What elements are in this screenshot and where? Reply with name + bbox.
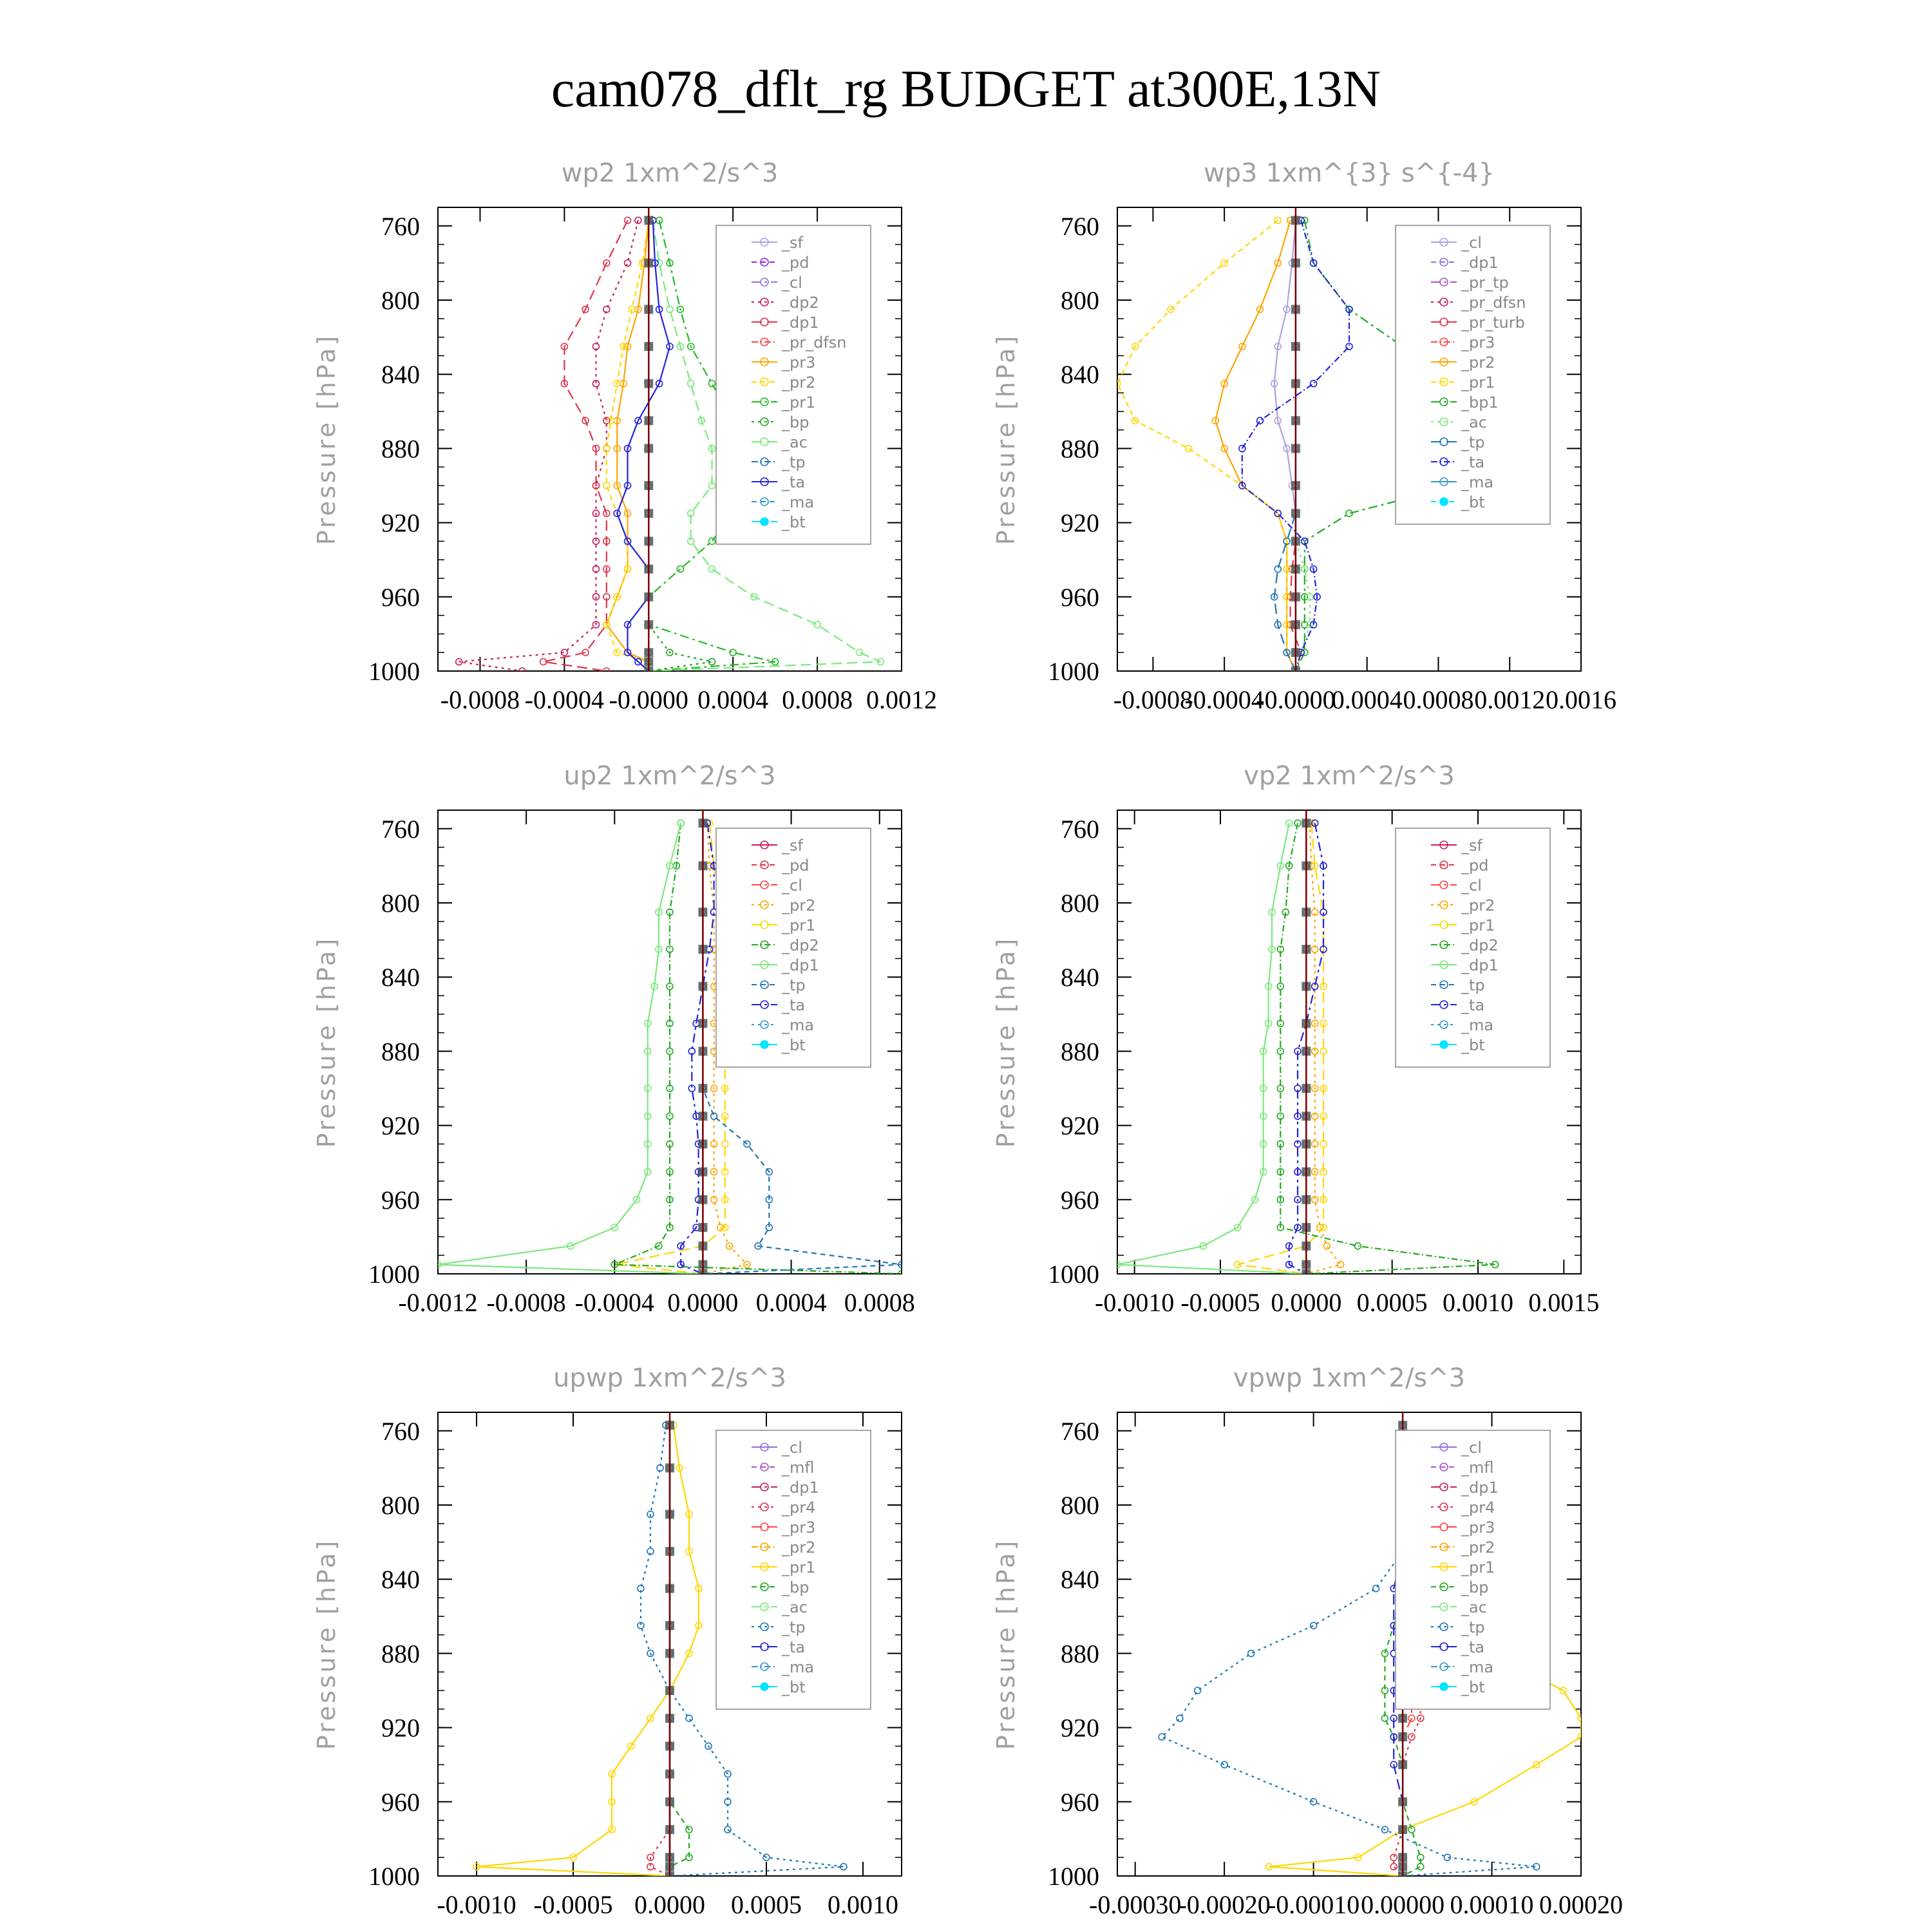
x-tick-label: -0.0004 <box>524 685 605 714</box>
x-tick-label: 0.0000 <box>1271 1288 1342 1317</box>
y-tick-label: 1000 <box>1048 657 1099 686</box>
series-line-ta <box>681 823 714 1274</box>
series-point <box>1186 445 1192 451</box>
legend-label: _bt <box>782 1036 806 1054</box>
x-tick-label: 0.00010 <box>1450 1890 1534 1919</box>
legend-label: _pd <box>782 857 810 875</box>
legend-label: _ta <box>782 1638 806 1656</box>
legend-label: _ma <box>1461 1016 1494 1034</box>
y-tick-label: 840 <box>381 963 420 992</box>
y-tick-label: 960 <box>381 1787 420 1817</box>
legend-label: _tp <box>1461 1618 1485 1636</box>
x-tick-label: -0.0010 <box>1095 1288 1175 1317</box>
series-point <box>688 381 694 387</box>
y-tick-label: 960 <box>1061 1185 1099 1215</box>
x-tick-label: -0.0010 <box>437 1890 516 1919</box>
chart-panel-4 <box>992 761 1599 1317</box>
series-point <box>667 1113 673 1119</box>
series-line-pr2 <box>1215 220 1296 671</box>
legend-marker <box>1440 1683 1448 1690</box>
legend-label: _dp1 <box>782 1479 819 1497</box>
series-point <box>1159 1734 1165 1740</box>
y-tick-label: 960 <box>1061 582 1099 612</box>
y-tick-label: 920 <box>1061 508 1099 538</box>
legend-label: _pr3 <box>782 354 816 372</box>
legend-label: _dp1 <box>1461 956 1499 974</box>
x-tick-label: 0.0000 <box>634 1890 705 1919</box>
x-tick-label: -0.00010 <box>1267 1890 1360 1919</box>
legend-label: _dp2 <box>1461 936 1499 954</box>
legend-label: _sf <box>782 837 803 855</box>
legend-label: _pr2 <box>1461 896 1495 914</box>
series-point <box>1373 1586 1379 1592</box>
legend-label: _cl <box>782 876 802 895</box>
chart-panel-3 <box>312 761 915 1317</box>
legend-label: _ma <box>782 1016 815 1034</box>
series-point <box>1277 1085 1283 1092</box>
series-point <box>814 621 820 628</box>
y-tick-label: 880 <box>381 1639 420 1669</box>
series-point <box>708 381 715 387</box>
chart-panel-5 <box>312 1363 902 1919</box>
x-tick-label: -0.0012 <box>398 1288 478 1317</box>
legend-label: _bp <box>782 1578 810 1596</box>
x-tick-label: 0.0008 <box>782 685 853 714</box>
legend-label: _pr1 <box>1461 1558 1495 1577</box>
series-point <box>708 566 715 573</box>
legend-label: _dp1 <box>1461 254 1499 272</box>
legend-label: _cl <box>1461 876 1482 895</box>
series-point <box>1274 217 1281 223</box>
y-tick-label: 800 <box>381 889 420 918</box>
y-tick-label: 840 <box>1061 360 1099 390</box>
x-tick-label: 0.00020 <box>1539 1890 1623 1919</box>
legend-label: _cl <box>782 274 802 292</box>
legend-label: _sf <box>782 234 803 252</box>
chart-panel-1 <box>312 158 937 714</box>
x-tick-label: 0.0008 <box>844 1288 915 1317</box>
legend-label: _bt <box>782 1678 806 1696</box>
series-point <box>1390 1864 1397 1870</box>
legend-label: _ta <box>1461 1638 1485 1656</box>
legend-label: _dp1 <box>782 314 819 332</box>
x-tick-label: 0.0015 <box>1528 1288 1600 1317</box>
y-tick-label: 880 <box>381 434 420 464</box>
legend-label: _ma <box>1461 1658 1494 1676</box>
y-tick-label: 800 <box>381 1491 420 1520</box>
legend-label: _pr1 <box>1461 374 1495 392</box>
legend-label: _ta <box>1461 453 1485 471</box>
legend-label: _pd <box>1461 857 1489 875</box>
y-tick-label: 880 <box>1061 1639 1099 1669</box>
y-tick-label: 840 <box>381 1565 420 1595</box>
y-tick-label: 800 <box>1061 286 1099 315</box>
series-line-bp <box>649 220 712 671</box>
legend-label: _cl <box>1461 1439 1482 1457</box>
legend-label: _dp1 <box>1461 1479 1499 1497</box>
x-tick-label: -0.0005 <box>1180 1288 1260 1317</box>
legend-marker <box>761 518 768 526</box>
legend-label: _pr2 <box>782 374 816 392</box>
legend-label: _pr3 <box>1461 1519 1495 1537</box>
y-tick-label: 760 <box>1061 1416 1099 1446</box>
series-point <box>1338 1262 1344 1268</box>
y-tick-label: 840 <box>1061 1565 1099 1595</box>
y-tick-label: 960 <box>1061 1787 1099 1817</box>
legend-label: _pr1 <box>782 916 816 934</box>
x-tick-label: 0.0004 <box>1331 685 1403 714</box>
legend-label: _bt <box>1461 1036 1485 1054</box>
y-tick-label: 880 <box>1061 1037 1099 1066</box>
x-tick-label: 0.0010 <box>1443 1288 1513 1317</box>
legend-label: _ma <box>782 493 815 511</box>
legend-label: _pr_tp <box>1461 274 1509 292</box>
y-tick-label: 760 <box>1061 814 1099 844</box>
x-tick-label: -0.0008 <box>440 685 520 714</box>
y-tick-label: 920 <box>1061 1111 1099 1141</box>
series-point <box>686 1715 692 1721</box>
legend-label: _ta <box>782 996 806 1014</box>
legend-label: _pr_turb <box>1461 314 1525 332</box>
x-tick-label: 0.0000 <box>667 1288 739 1317</box>
series-point <box>724 1826 731 1833</box>
legend-label: _pr2 <box>1461 1539 1495 1557</box>
panel-title: vp2 1xm^2/s^3 <box>1244 761 1455 791</box>
panel-title: wp2 1xm^2/s^3 <box>561 158 779 188</box>
legend-label: _cl <box>1461 234 1482 252</box>
legend-label: _tp <box>782 976 806 994</box>
y-tick-label: 880 <box>1061 434 1099 464</box>
x-tick-label: -0.0004 <box>1184 685 1264 714</box>
series-point <box>1323 1243 1330 1249</box>
series-point <box>1277 1048 1283 1054</box>
y-tick-label: 1000 <box>368 657 420 686</box>
legend-label: _tp <box>782 1618 806 1636</box>
x-tick-label: 0.0016 <box>1546 685 1616 714</box>
x-tick-label: 0.0005 <box>1356 1288 1428 1317</box>
legend-label: _bt <box>1461 493 1485 511</box>
legend-label: _ac <box>782 433 808 451</box>
y-axis-label: Pressure [hPa] <box>312 1538 341 1750</box>
legend-label: _bt <box>782 513 806 531</box>
y-tick-label: 920 <box>381 1713 420 1743</box>
series-point <box>1221 1761 1227 1768</box>
legend-label: _ac <box>1461 1598 1487 1616</box>
legend-marker <box>761 1041 768 1048</box>
series-point <box>1177 1715 1183 1721</box>
y-tick-label: 800 <box>381 286 420 315</box>
series-point <box>1257 417 1264 424</box>
series-point <box>1221 260 1227 266</box>
legend-label: _cl <box>782 1439 802 1457</box>
y-tick-label: 1000 <box>368 1260 420 1289</box>
legend-label: _ta <box>782 473 806 491</box>
y-tick-label: 920 <box>1061 1713 1099 1743</box>
y-axis-label: Pressure [hPa] <box>992 1538 1020 1750</box>
panel-title: wp3 1xm^{3} s^{-4} <box>1203 158 1495 188</box>
panel-title: up2 1xm^2/s^3 <box>564 761 776 791</box>
series-point <box>708 538 715 544</box>
legend-label: _pr1 <box>1461 916 1495 934</box>
y-axis-label: Pressure [hPa] <box>312 936 341 1148</box>
y-tick-label: 1000 <box>1048 1260 1099 1289</box>
legend-label: _pr1 <box>782 393 816 412</box>
series-point <box>1311 1622 1317 1629</box>
x-tick-label: -0.0005 <box>533 1890 613 1919</box>
y-tick-label: 1000 <box>368 1862 420 1891</box>
legend-label: _pr2 <box>1461 354 1495 372</box>
series-line-dp2 <box>459 220 638 671</box>
legend-label: _dp2 <box>782 936 819 954</box>
x-tick-label: -0.00020 <box>1178 1890 1271 1919</box>
y-tick-label: 840 <box>1061 963 1099 992</box>
legend-label: _bp <box>782 413 810 431</box>
y-tick-label: 920 <box>381 1111 420 1141</box>
x-tick-label: 0.0004 <box>755 1288 827 1317</box>
series-point <box>857 649 863 656</box>
y-tick-label: 760 <box>381 1416 420 1446</box>
y-axis-label: Pressure [hPa] <box>992 333 1020 545</box>
y-axis-label: Pressure [hPa] <box>992 936 1020 1148</box>
series-point <box>677 566 683 573</box>
legend-marker <box>1440 1041 1448 1048</box>
x-tick-label: 0.00000 <box>1361 1890 1445 1919</box>
legend-label: _pr4 <box>1461 1499 1495 1517</box>
y-tick-label: 800 <box>1061 889 1099 918</box>
y-tick-label: 880 <box>381 1037 420 1066</box>
series-point <box>1195 1687 1201 1694</box>
figure-title: cam078_dflt_rg BUDGET at300E,13N <box>551 59 1381 118</box>
panel-title: vpwp 1xm^2/s^3 <box>1233 1363 1466 1393</box>
legend-label: _ma <box>1461 473 1494 491</box>
legend-label: _pr4 <box>782 1499 816 1517</box>
x-tick-label: -0.0008 <box>1113 685 1193 714</box>
x-tick-label: 0.0010 <box>828 1890 898 1919</box>
x-tick-label: -0.0008 <box>486 1288 566 1317</box>
legend-label: _bp1 <box>1461 393 1499 412</box>
legend-label: _mfl <box>782 1459 815 1477</box>
legend-label: _tp <box>1461 433 1485 451</box>
legend-marker <box>1440 498 1448 506</box>
y-tick-label: 760 <box>381 211 420 241</box>
chart-panel-2 <box>992 158 1616 714</box>
legend-label: _ma <box>782 1658 815 1676</box>
legend-label: _pd <box>782 254 810 272</box>
legend-label: _bp <box>1461 1578 1489 1596</box>
legend-label: _tp <box>1461 976 1485 994</box>
y-tick-label: 760 <box>1061 211 1099 241</box>
y-tick-label: 960 <box>381 582 420 612</box>
x-tick-label: -0.0000 <box>609 685 688 714</box>
y-tick-label: 760 <box>381 814 420 844</box>
series-point <box>625 217 631 223</box>
legend-label: _ac <box>782 1598 808 1616</box>
y-axis-label: Pressure [hPa] <box>312 333 341 545</box>
legend-label: _dp2 <box>782 294 819 312</box>
legend-label: _pr3 <box>782 1519 816 1537</box>
legend-label: _pr3 <box>1461 334 1495 352</box>
legend-label: _bt <box>1461 1678 1485 1696</box>
legend-label: _pr_dfsn <box>782 334 847 352</box>
legend-label: _pr_dfsn <box>1461 294 1526 312</box>
y-tick-label: 800 <box>1061 1491 1099 1520</box>
y-tick-label: 960 <box>381 1185 420 1215</box>
y-tick-label: 920 <box>381 508 420 538</box>
chart-panel-6 <box>992 1363 1623 1919</box>
series-point <box>730 649 736 656</box>
series-point <box>1320 1141 1327 1147</box>
series-point <box>1417 1864 1424 1870</box>
series-point <box>1248 1650 1255 1656</box>
panel-title: upwp 1xm^2/s^3 <box>553 1363 786 1393</box>
series-line-dp1 <box>438 823 703 1274</box>
x-tick-label: -0.0000 <box>1256 685 1336 714</box>
series-point <box>625 260 631 266</box>
legend-marker <box>761 1683 768 1690</box>
x-tick-label: 0.0008 <box>1403 685 1474 714</box>
y-tick-label: 840 <box>381 360 420 390</box>
legend-label: _dp1 <box>782 956 819 974</box>
x-tick-label: 0.0004 <box>697 685 769 714</box>
x-tick-label: 0.0012 <box>866 685 937 714</box>
series-line-dp1 <box>1117 823 1306 1274</box>
legend-label: _ta <box>1461 996 1485 1014</box>
x-tick-label: 0.0005 <box>731 1890 802 1919</box>
series-point <box>1346 343 1352 350</box>
panels <box>312 158 1623 1919</box>
legend-label: _tp <box>782 453 806 471</box>
series-point <box>1320 1048 1327 1054</box>
y-tick-label: 1000 <box>1048 1862 1099 1891</box>
x-tick-label: -0.00030 <box>1089 1890 1182 1919</box>
series-point <box>1311 381 1317 387</box>
series-point <box>603 482 610 489</box>
legend-label: _pr2 <box>782 1539 816 1557</box>
legend-label: _ac <box>1461 413 1487 431</box>
series-line-ta <box>617 220 670 671</box>
x-tick-label: 0.0012 <box>1474 685 1546 714</box>
legend-label: _mfl <box>1461 1459 1494 1477</box>
series-point <box>1311 1799 1317 1805</box>
legend-label: _sf <box>1461 837 1482 855</box>
legend-label: _pr2 <box>782 896 816 914</box>
x-tick-label: -0.0004 <box>574 1288 654 1317</box>
legend-label: _pr1 <box>782 1558 816 1577</box>
